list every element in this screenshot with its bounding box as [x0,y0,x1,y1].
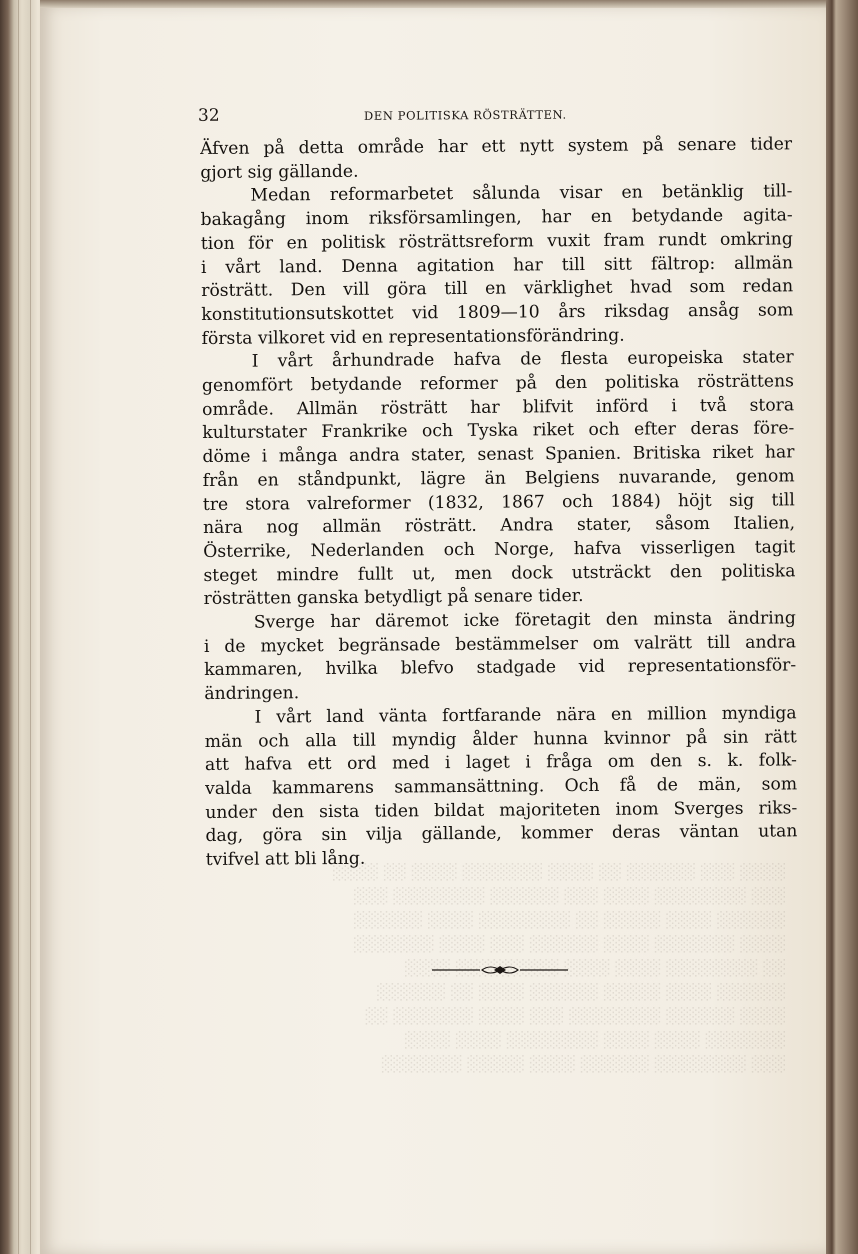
text-line: valda kammarens sammansättning. Och få de män, som [205,774,798,799]
text-line: genomfört betydande reformer på den politiska rösträttens [201,371,795,397]
text-line: tion för en politisk rösträttsreform vuxit fram rundt omkring [200,229,793,254]
page-number: 32 [197,105,220,126]
text-line: ändringen. [204,683,300,705]
text-line: under den sista tiden bildat majoriteten inom Sverges riks- [205,798,798,823]
text-line: I vårt århundrade hafva de flesta europeiska stater [251,347,794,372]
text-line: gjort sig gällande. [200,161,359,183]
text-line: tvifvel att bli lång. [205,848,366,871]
text-line: kammaren, hvilka blefvo stadgade vid representationsför- [204,655,797,681]
text-line: dag, göra sin vilja gällande, kommer deras väntan utan [205,821,798,847]
page-edge-line [18,0,19,1254]
text-line: i vårt land. Denna agitation har till sitt fältrop: allmän [200,252,794,278]
text-line: från en ståndpunkt, lägre än Belgiens nuvarande, genom [202,466,795,491]
text-line: Österrike, Nederlanden och Norge, hafva visserligen tagit [203,537,796,562]
text-line: nära nog allmän rösträtt. Andra stater, såsom Italien, [202,513,796,539]
text-line: område. Allmän rösträtt har blifvit införd i två stora [202,395,795,420]
text-line: kulturstater Frankrike och Tyska riket och efter deras före- [202,418,795,444]
text-line: Medan reformarbetet sålunda visar en betänklig till- [250,181,793,207]
text-line: att hafva ett ord med i laget i fråga om den s. k. folk- [204,750,797,776]
text-line: rösträtten ganska betydligt på senare tider. [203,586,584,610]
text-line: konstitutionsutskottet vid 1809—10 års riksdag ansåg som [201,300,794,325]
text-line: rösträtt. Den vill göra till en värklighet hvad som redan [201,276,794,302]
text-line: steget mindre fullt ut, men dock utsträckt den politiska [203,560,796,586]
page-top-edge [40,0,826,8]
running-head [198,102,798,130]
text-line: Äfven på detta område har ett nytt system på senare tider [200,134,793,159]
book-cover-edge [826,0,858,1254]
running-title: DEN POLITISKA RÖSTRÄTTEN. [363,107,567,123]
body-text [200,133,798,872]
text-line: tre stora valreformer (1832, 1867 och 1884) höjt sig till [202,489,795,515]
section-end-ornament [430,960,570,980]
text-line: döme i många andra stater, senast Spanien. Britiska riket har [202,442,795,468]
text-line: bakagång inom riksförsamlingen, har en betydande agita- [200,205,793,231]
page-edge-line [30,0,31,1254]
text-line: män och alla till myndig ålder hunna kvinnor på sin rätt [204,726,797,752]
text-line: Sverge har däremot icke företagit den minsta ändring [253,608,796,633]
text-line: första vilkoret vid en representationsförändring. [201,325,625,349]
text-line: I vårt land vänta fortfarande nära en million myndiga [254,703,797,728]
text-line: i de mycket begränsade bestämmelser om valrätt till andra [203,632,797,657]
